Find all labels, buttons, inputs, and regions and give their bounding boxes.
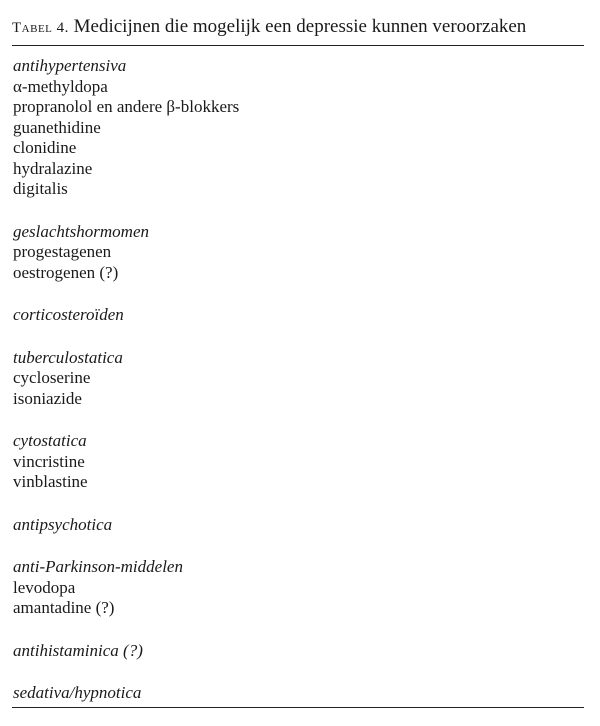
list-item: progestagenen: [13, 242, 112, 261]
list-item: propranolol en andere β-blokkers: [13, 97, 240, 116]
category-heading: tuberculostatica: [13, 347, 123, 367]
list-item: amantadine (?): [13, 598, 115, 617]
category-heading: antipsychotica: [13, 514, 113, 534]
top-rule: [12, 45, 584, 46]
group-sedativa-hypnotica: [13, 683, 573, 704]
list-item: oestrogenen (?): [13, 262, 119, 282]
table-label: Tabel 4.: [12, 20, 69, 36]
list-item: clonidine: [13, 138, 77, 157]
group-geslachtshormomen: [13, 222, 573, 284]
category-heading: antihistaminica (?): [13, 640, 143, 660]
bottom-rule: [12, 707, 584, 708]
group-anti-parkinson-middelen: [13, 557, 573, 619]
table-caption: [12, 14, 526, 41]
list-item: vinblastine: [13, 472, 88, 491]
list-item: digitalis: [13, 179, 68, 198]
table-body: [13, 56, 573, 726]
list-item: isoniazide: [13, 388, 82, 408]
group-antihistaminica: [13, 641, 573, 662]
group-antihypertensiva: [13, 56, 573, 200]
table-caption-text: Medicijnen die mogelijk een depressie kunnen veroorzaken: [73, 16, 527, 37]
list-item: guanethidine: [13, 117, 101, 137]
category-heading: antihypertensiva: [13, 56, 127, 75]
group-corticosteroiden: [13, 305, 573, 326]
list-item: cycloserine: [13, 368, 91, 387]
list-item: levodopa: [13, 577, 76, 597]
category-heading: sedativa/hypnotica: [13, 683, 142, 702]
category-heading: geslachtshormomen: [13, 221, 149, 241]
list-item: vincristine: [13, 451, 85, 471]
category-heading: corticosteroïden: [13, 305, 124, 324]
category-heading: cytostatica: [13, 431, 87, 450]
group-tuberculostatica: [13, 348, 573, 410]
list-item: hydralazine: [13, 158, 93, 178]
group-antipsychotica: [13, 515, 573, 536]
category-heading: anti-Parkinson-middelen: [13, 557, 183, 576]
list-item: α-methyldopa: [13, 76, 108, 96]
group-cytostatica: [13, 431, 573, 493]
